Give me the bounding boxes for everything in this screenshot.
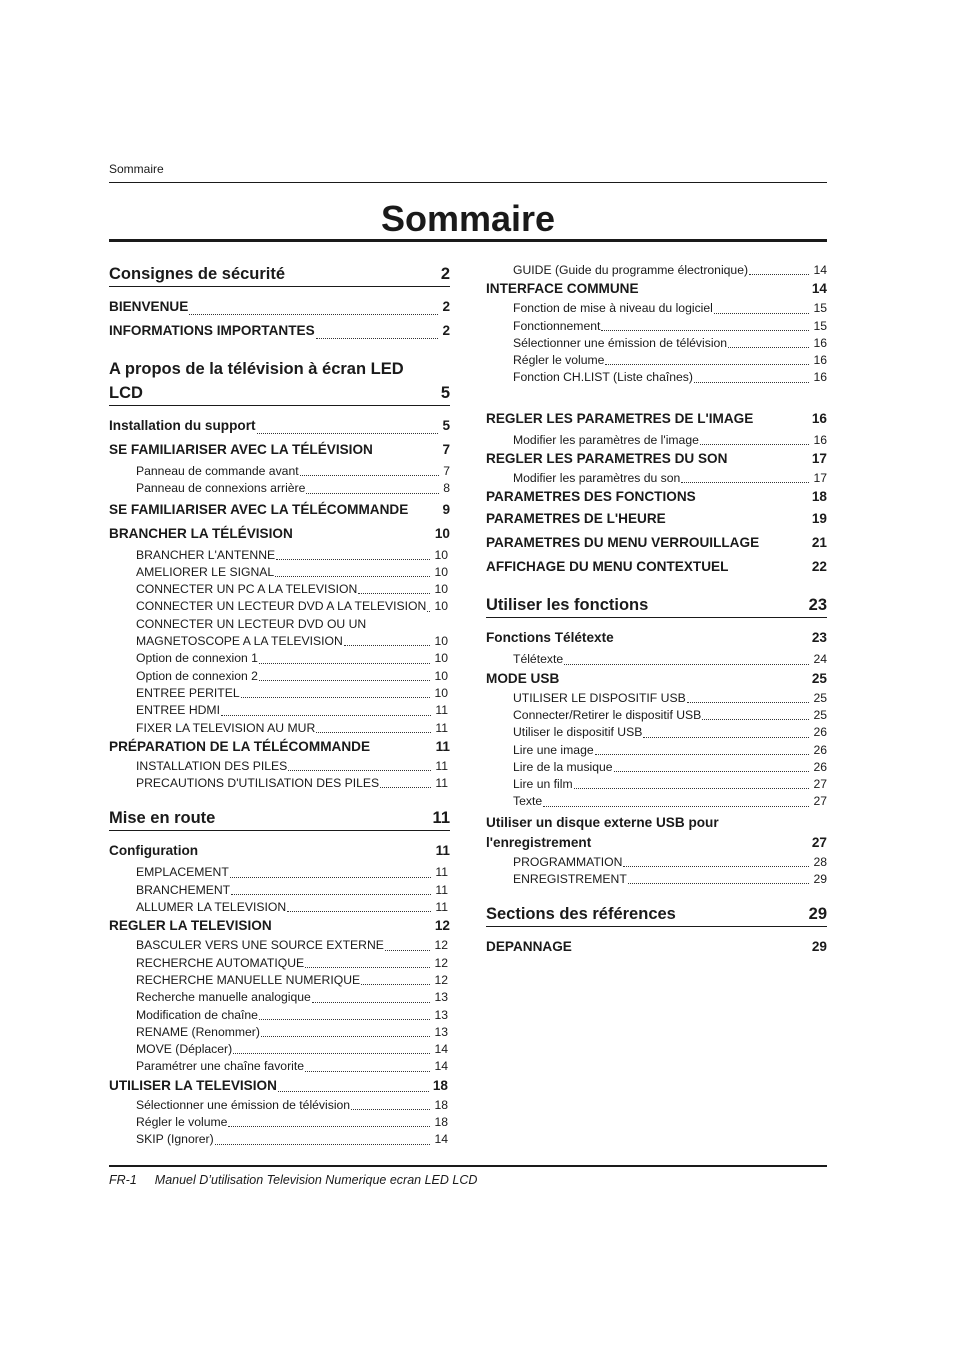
toc-page-number: 29 (808, 905, 827, 924)
toc-entry[interactable] (486, 531, 827, 555)
toc-subentry-title: Lire une image (513, 742, 594, 757)
toc-subentry[interactable] (513, 432, 827, 449)
toc-entry[interactable] (109, 737, 450, 757)
toc-entry-title: PARAMETRES DES FONCTIONS (486, 489, 696, 505)
toc-subentry-title: Lire un film (513, 777, 573, 792)
toc-subentry[interactable] (136, 668, 448, 685)
toc-left-column (109, 262, 450, 1149)
toc-entry[interactable] (486, 813, 827, 853)
toc-entry-title: SE FAMILIARISER AVEC LA TÉLÉVISION (109, 442, 373, 457)
toc-page-number: 10 (434, 582, 448, 597)
toc-subentry[interactable] (513, 335, 827, 352)
toc-subentry-title: CONNECTER UN LECTEUR DVD A LA TELEVISION (136, 599, 427, 614)
page-title: Sommaire (380, 198, 556, 239)
toc-section[interactable] (486, 593, 827, 618)
toc-entry[interactable] (109, 319, 450, 343)
toc-subentry-title: Fonction CH.LIST (Liste chaînes) (513, 370, 693, 385)
toc-entry[interactable] (109, 498, 450, 522)
toc-subentry[interactable] (136, 758, 448, 775)
toc-subentry[interactable] (136, 955, 448, 972)
toc-page-number: 18 (434, 1115, 448, 1130)
toc-entry-title: DEPANNAGE (486, 939, 572, 955)
toc-page-number: 5 (442, 418, 450, 433)
toc-page-number: 17 (811, 451, 827, 467)
toc-entry-title: BIENVENUE (109, 299, 189, 314)
toc-subentry[interactable] (136, 1097, 448, 1114)
toc-subentry[interactable] (513, 318, 827, 335)
toc-subentry[interactable] (513, 724, 827, 741)
footer-text: Manuel D’utilisation Television Numerique ecran LED LCD (154, 1173, 478, 1187)
toc-subentry[interactable] (513, 871, 827, 888)
toc-page-number: 23 (811, 630, 827, 646)
toc-page-number: 18 (811, 489, 827, 505)
toc-subentry[interactable] (136, 937, 448, 954)
toc-subentry[interactable] (136, 547, 448, 564)
toc-page-number: 24 (813, 652, 827, 667)
toc-page-number: 2 (440, 265, 450, 283)
toc-right-column (486, 262, 827, 959)
toc-page-number: 8 (443, 481, 450, 496)
toc-entry-title: REGLER LA TELEVISION (109, 918, 272, 934)
toc-page-number: 11 (435, 738, 450, 754)
toc-page-number: 2 (442, 323, 450, 338)
toc-page-number: 11 (435, 900, 448, 915)
toc-subentry[interactable] (136, 989, 448, 1006)
toc-subentry-title: Fonction de mise à niveau du logiciel (513, 301, 713, 316)
toc-entry-title-cont: l'enregistrement (486, 834, 592, 850)
toc-entry[interactable] (486, 407, 827, 431)
toc-page-number: 11 (435, 758, 448, 773)
toc-subentry-title: RECHERCHE MANUELLE NUMERIQUE (136, 972, 361, 987)
toc-page-number: 15 (813, 318, 827, 333)
toc-page-number: 14 (811, 281, 827, 297)
toc-subentry[interactable] (136, 899, 448, 916)
toc-section-title: Utiliser les fonctions (486, 596, 649, 615)
toc-section-title-cont: LCD (109, 384, 143, 402)
toc-subentry[interactable] (136, 775, 448, 792)
toc-subentry[interactable] (136, 972, 448, 989)
footer-rule (109, 1165, 827, 1167)
toc-subentry[interactable] (513, 300, 827, 317)
toc-page-number: 7 (443, 464, 450, 478)
toc-section-title: Consignes de sécurité (109, 265, 286, 283)
toc-page-number: 15 (813, 301, 827, 316)
toc-subentry[interactable] (513, 690, 827, 707)
toc-entry-title: UTILISER LA TELEVISION (109, 1077, 277, 1093)
toc-entry[interactable] (109, 414, 450, 438)
toc-entry[interactable] (486, 555, 827, 579)
toc-subentry-title: Recherche manuelle analogique (136, 990, 311, 1005)
toc-entry-title: REGLER LES PARAMETRES DU SON (486, 451, 728, 467)
toc-page-number: 11 (435, 776, 448, 791)
toc-subentry[interactable] (513, 707, 827, 724)
toc-page-number: 12 (434, 972, 448, 987)
toc-subentry-title: Modifier les paramètres de l'image (513, 432, 699, 447)
toc-subentry-title: Panneau de connexions arrière (136, 481, 306, 496)
toc-subentry[interactable] (136, 720, 448, 737)
toc-subentry-title: Sélectionner une émission de télévision (136, 1097, 351, 1112)
toc-page-number: 11 (435, 843, 450, 859)
toc-subentry-title: FIXER LA TELEVISION AU MUR (136, 720, 316, 735)
toc-subentry-title: BRANCHEMENT (136, 882, 231, 897)
toc-page-number: 13 (434, 990, 448, 1005)
toc-page-number: 14 (434, 1132, 448, 1147)
toc-entry-title: PRÉPARATION DE LA TÉLÉCOMMANDE (109, 738, 371, 754)
toc-page-number: 16 (811, 410, 827, 426)
toc-subentry-title: Modifier les paramètres du son (513, 471, 681, 486)
toc-subentry-title: BRANCHER L'ANTENNE (136, 547, 276, 562)
toc-page-number: 7 (442, 442, 450, 457)
toc-subentry[interactable] (513, 470, 827, 487)
toc-page-number: 12 (434, 938, 448, 953)
toc-entry[interactable] (109, 522, 450, 546)
toc-section[interactable] (109, 806, 450, 831)
toc-entry-title: Installation du support (109, 418, 256, 433)
toc-subentry-title: Utiliser le dispositif USB (513, 725, 643, 740)
toc-subentry[interactable] (136, 581, 448, 598)
toc-page-number: 25 (813, 707, 827, 722)
toc-subentry-title: Télétexte (513, 652, 564, 667)
toc-subentry[interactable] (513, 854, 827, 871)
toc-page-number: 28 (813, 854, 827, 869)
toc-subentry[interactable] (136, 1114, 448, 1131)
toc-subentry[interactable] (513, 369, 827, 386)
toc-entry-title: SE FAMILIARISER AVEC LA TÉLÉCOMMANDE (109, 501, 409, 517)
toc-page-number: 21 (811, 535, 827, 551)
toc-subentry-title: ENREGISTREMENT (513, 872, 627, 887)
toc-entry-title: MODE USB (486, 670, 560, 686)
toc-section[interactable] (109, 357, 450, 406)
toc-subentry-title: RECHERCHE AUTOMATIQUE (136, 955, 305, 970)
toc-page-number: 29 (811, 939, 827, 955)
toc-subentry[interactable] (513, 262, 827, 279)
toc-subentry[interactable] (513, 793, 827, 810)
toc-subentry-title: BASCULER VERS UNE SOURCE EXTERNE (136, 938, 384, 953)
toc-page-number: 16 (813, 353, 827, 368)
toc-page-number: 14 (813, 263, 827, 277)
toc-entry-title: PARAMETRES DE L'HEURE (486, 511, 666, 527)
toc-subentry-title: CONNECTER UN LECTEUR DVD OU UN (136, 616, 367, 631)
toc-entry[interactable] (109, 916, 450, 936)
toc-page-number: 23 (808, 596, 827, 615)
toc-entry-title: Utiliser un disque externe USB pour (486, 814, 719, 830)
toc-page-number: 5 (440, 384, 450, 402)
toc-page-number: 11 (435, 703, 448, 718)
toc-entry-title: BRANCHER LA TÉLÉVISION (109, 525, 293, 541)
toc-subentry-title: Régler le volume (513, 353, 605, 368)
toc-section[interactable] (109, 262, 450, 287)
toc-subentry[interactable] (136, 882, 448, 899)
toc-page-number: 25 (813, 690, 827, 705)
toc-subentry-title: Option de connexion 2 (136, 668, 258, 683)
toc-subentry-title: EMPLACEMENT (136, 865, 229, 880)
toc-subentry[interactable] (513, 742, 827, 759)
toc-page-number: 12 (434, 918, 450, 934)
toc-subentry-title: Paramétrer une chaîne favorite (136, 1059, 305, 1074)
toc-section-title: A propos de la télévision à écran LED (109, 360, 404, 378)
toc-subentry-title: ENTREE PERITEL (136, 685, 240, 700)
toc-subentry[interactable] (136, 864, 448, 881)
toc-subentry-title: Sélectionner une émission de télévision (513, 335, 728, 350)
running-head: Sommaire (109, 162, 164, 176)
toc-entry-title: Configuration (109, 843, 199, 859)
toc-subentry[interactable] (136, 1041, 448, 1058)
title-rule (109, 239, 827, 242)
toc-entry[interactable] (486, 935, 827, 959)
toc-page-number: 11 (435, 882, 448, 897)
toc-subentry[interactable] (136, 1007, 448, 1024)
toc-subentry-title: PROGRAMMATION (513, 854, 623, 869)
toc-subentry[interactable] (136, 616, 448, 651)
toc-subentry[interactable] (136, 463, 450, 480)
toc-subentry-title: Option de connexion 1 (136, 651, 258, 666)
toc-entry-title: INFORMATIONS IMPORTANTES (109, 323, 315, 338)
page-footer (109, 1173, 477, 1187)
toc-subentry[interactable] (136, 598, 448, 615)
toc-page-number: 11 (432, 809, 450, 828)
toc-page-number: 10 (434, 547, 448, 562)
toc-subentry-title: Modification de chaîne (136, 1007, 258, 1022)
toc-page-number: 27 (811, 834, 827, 850)
toc-subentry[interactable] (136, 480, 450, 497)
toc-section-title: Sections des références (486, 905, 676, 924)
toc-page-number: 2 (442, 299, 450, 314)
toc-page-number: 13 (434, 1007, 448, 1022)
toc-page-number: 29 (813, 872, 827, 887)
toc-page-number: 12 (434, 955, 448, 970)
toc-subentry-title: ALLUMER LA TELEVISION (136, 900, 287, 915)
toc-subentry-title: Texte (513, 794, 543, 809)
toc-subentry-title: ENTREE HDMI (136, 703, 220, 718)
toc-subentry[interactable] (136, 1131, 448, 1148)
toc-page-number: 19 (811, 511, 827, 527)
toc-entry[interactable] (486, 626, 827, 650)
toc-section[interactable] (486, 902, 827, 927)
toc-subentry-title: RENAME (Renommer) (136, 1024, 260, 1039)
toc-entry[interactable] (109, 839, 450, 863)
toc-subentry-title: Fonctionnement (513, 318, 601, 333)
toc-subentry-title: Connecter/Retirer le dispositif USB (513, 707, 702, 722)
toc-entry[interactable] (486, 449, 827, 469)
toc-page-number: 13 (434, 1024, 448, 1039)
toc-page-number: 26 (813, 759, 827, 774)
toc-entry[interactable] (109, 1076, 450, 1096)
toc-page-number: 27 (813, 794, 827, 809)
toc-subentry[interactable] (136, 1024, 448, 1041)
toc-subentry-title: CONNECTER UN PC A LA TELEVISION (136, 582, 358, 597)
toc-subentry[interactable] (513, 759, 827, 776)
toc-subentry-title: UTILISER LE DISPOSITIF USB (513, 690, 686, 705)
toc-page-number: 10 (434, 651, 448, 666)
toc-page-number: 10 (434, 685, 448, 700)
toc-page-number: 26 (813, 725, 827, 740)
toc-page-number: 10 (434, 564, 448, 579)
toc-page-number: 14 (434, 1059, 448, 1074)
toc-entry[interactable] (486, 669, 827, 689)
toc-subentry[interactable] (136, 650, 448, 667)
footer-page-number: FR-1 (109, 1173, 137, 1187)
toc-subentry-title: Lire de la musique (513, 759, 613, 774)
toc-entry[interactable] (109, 438, 450, 462)
toc-page-number: 18 (432, 1077, 448, 1093)
toc-entry-title: REGLER LES PARAMETRES DE L'IMAGE (486, 410, 754, 426)
toc-entry[interactable] (109, 295, 450, 319)
toc-subentry[interactable] (136, 702, 448, 719)
toc-page-number: 22 (811, 559, 827, 575)
toc-page-number: 17 (813, 471, 827, 486)
toc-entry-title: Fonctions Télétexte (486, 630, 614, 646)
toc-entry-title: AFFICHAGE DU MENU CONTEXTUEL (486, 559, 729, 575)
toc-subentry-title: GUIDE (Guide du programme électronique) (513, 263, 749, 277)
toc-page-number: 10 (434, 525, 450, 541)
toc-subentry[interactable] (136, 564, 448, 581)
toc-subentry[interactable] (136, 685, 448, 702)
toc-entry[interactable] (486, 279, 827, 299)
toc-subentry-title: Régler le volume (136, 1115, 228, 1130)
toc-entry-title: PARAMETRES DU MENU VERROUILLAGE (486, 535, 760, 551)
toc-page-number: 16 (813, 370, 827, 385)
toc-section-title: Mise en route (109, 809, 216, 828)
toc-subentry-title: PRECAUTIONS D'UTILISATION DES PILES (136, 776, 380, 791)
toc-entry-title: INTERFACE COMMUNE (486, 281, 639, 297)
toc-subentry-title-cont: MAGNETOSCOPE A LA TELEVISION (136, 634, 343, 649)
toc-page-number: 16 (813, 335, 827, 350)
toc-page-number: 14 (434, 1042, 448, 1057)
toc-subentry-title: AMELIORER LE SIGNAL (136, 564, 275, 579)
toc-subentry[interactable] (513, 651, 827, 668)
toc-page-number: 11 (435, 865, 448, 880)
toc-page-number: 10 (434, 599, 448, 614)
toc-page-number: 11 (435, 720, 448, 735)
toc-subentry[interactable] (136, 1058, 448, 1075)
toc-entry[interactable] (486, 487, 827, 507)
toc-page-number: 25 (811, 670, 827, 686)
toc-page-number: 10 (434, 668, 448, 683)
toc-entry[interactable] (486, 507, 827, 531)
toc-page-number: 26 (813, 742, 827, 757)
toc-page-number: 27 (813, 777, 827, 792)
toc-page-number: 10 (434, 634, 448, 649)
toc-page-number: 18 (434, 1097, 448, 1112)
toc-subentry-title: Panneau de commande avant (136, 464, 299, 478)
toc-subentry-title: MOVE (Déplacer) (136, 1042, 233, 1057)
toc-subentry[interactable] (513, 776, 827, 793)
toc-subentry-title: INSTALLATION DES PILES (136, 758, 288, 773)
toc-page-number: 16 (813, 432, 827, 447)
toc-subentry[interactable] (513, 352, 827, 369)
toc-subentry-title: SKIP (Ignorer) (136, 1132, 214, 1147)
toc-page-number: 9 (442, 501, 450, 517)
header-rule (109, 182, 827, 183)
